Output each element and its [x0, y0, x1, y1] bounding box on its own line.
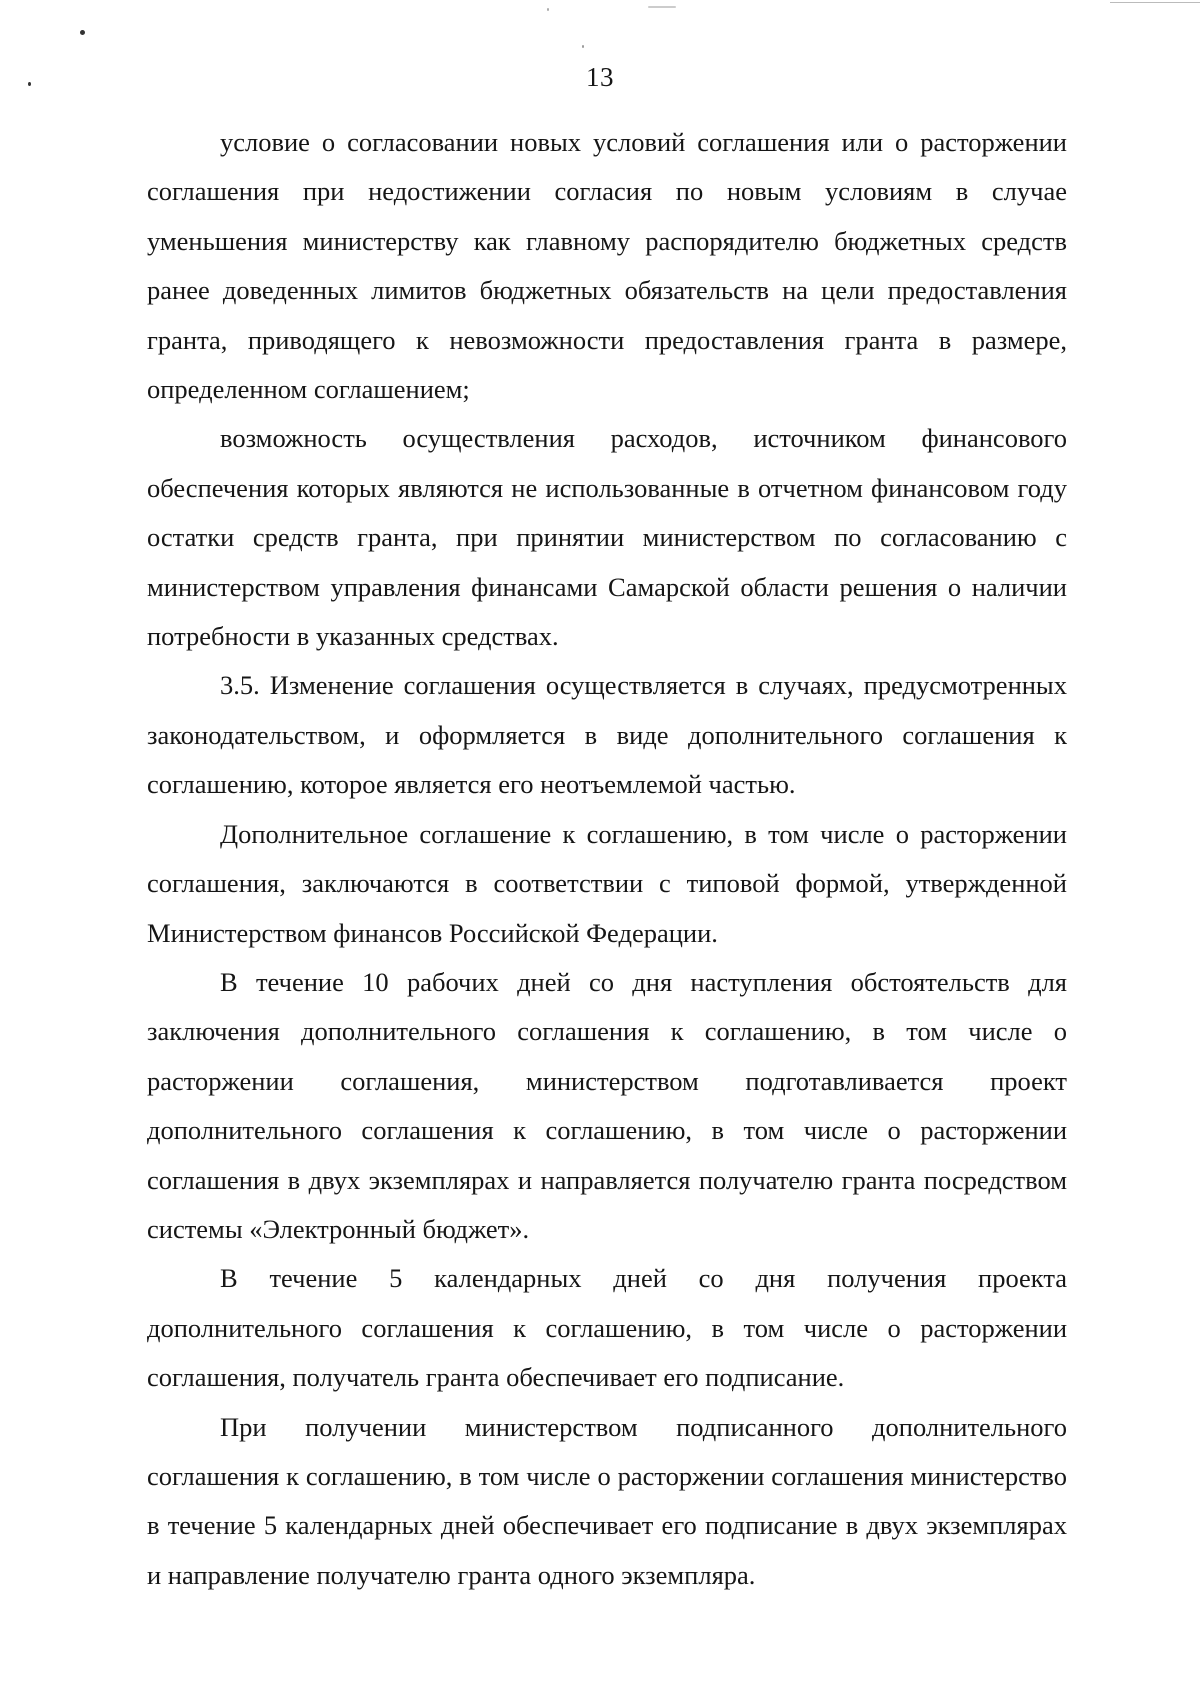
paragraph-recipient-signing: В течение 5 календарных дней со дня получения проекта дополнительного соглашения к соглашению, в том числе о расторжении соглашения, получатель гранта обеспечивает его подписание. — [147, 1263, 1067, 1393]
paragraph-ministry-signing: При получении министерством подписанного дополнительного соглашения к соглашению, в том числе о расторжении соглашения министерство в течение 5 календарных дней обеспечивает его подписание в двух экземплярах и направление получателю гранта одного экземпляра. — [147, 1411, 1067, 1590]
scan-speck — [80, 30, 85, 35]
paragraph-additional-agreement-form: Дополнительное соглашение к соглашению, в том числе о расторжении соглашения, заключаются в соответствии с типовой формой, утвержденной Министерством финансов Российской Федерации. — [147, 818, 1067, 948]
document-body — [147, 118, 1067, 1600]
paragraph-expense-possibility: возможность осуществления расходов, источником финансового обеспечения которых являются не использованные в отчетном финансовом году остатки средств гранта, при принятии министерством по согласованию с министерством управления финансами Самарской области решения о наличии потребности в указанных средствах. — [147, 423, 1067, 652]
scan-speck — [648, 6, 676, 8]
scan-speck — [547, 8, 549, 11]
scan-speck — [582, 45, 584, 48]
paragraph-preparation-deadline: В течение 10 рабочих дней со дня наступления обстоятельств для заключения дополнительного соглашения к соглашению, в том числе о расторжении соглашения, министерством подготавливается проект дополнительного соглашения к соглашению, в том числе о расторжении соглашения в двух экземплярах и направляется получателю гранта посредством системы «Электронный бюджет». — [147, 966, 1067, 1244]
page-number: 13 — [586, 62, 614, 92]
paragraph-agreement-condition: условие о согласовании новых условий соглашения или о расторжении соглашения при недостижении согласия по новым условиям в случае уменьшения министерству как главному распорядителю бюджетных средств ранее доведенных лимитов бюджетных обязательств на цели предоставления гранта, приводящего к невозможности предоставления гранта в размере, определенном соглашением; — [147, 127, 1067, 405]
paragraph-section-3-5: 3.5. Изменение соглашения осуществляется в случаях, предусмотренных законодательством, и оформляется в виде дополнительного соглашения к соглашению, которое является его неотъемлемой частью. — [147, 670, 1067, 800]
scan-speck — [1110, 2, 1200, 3]
